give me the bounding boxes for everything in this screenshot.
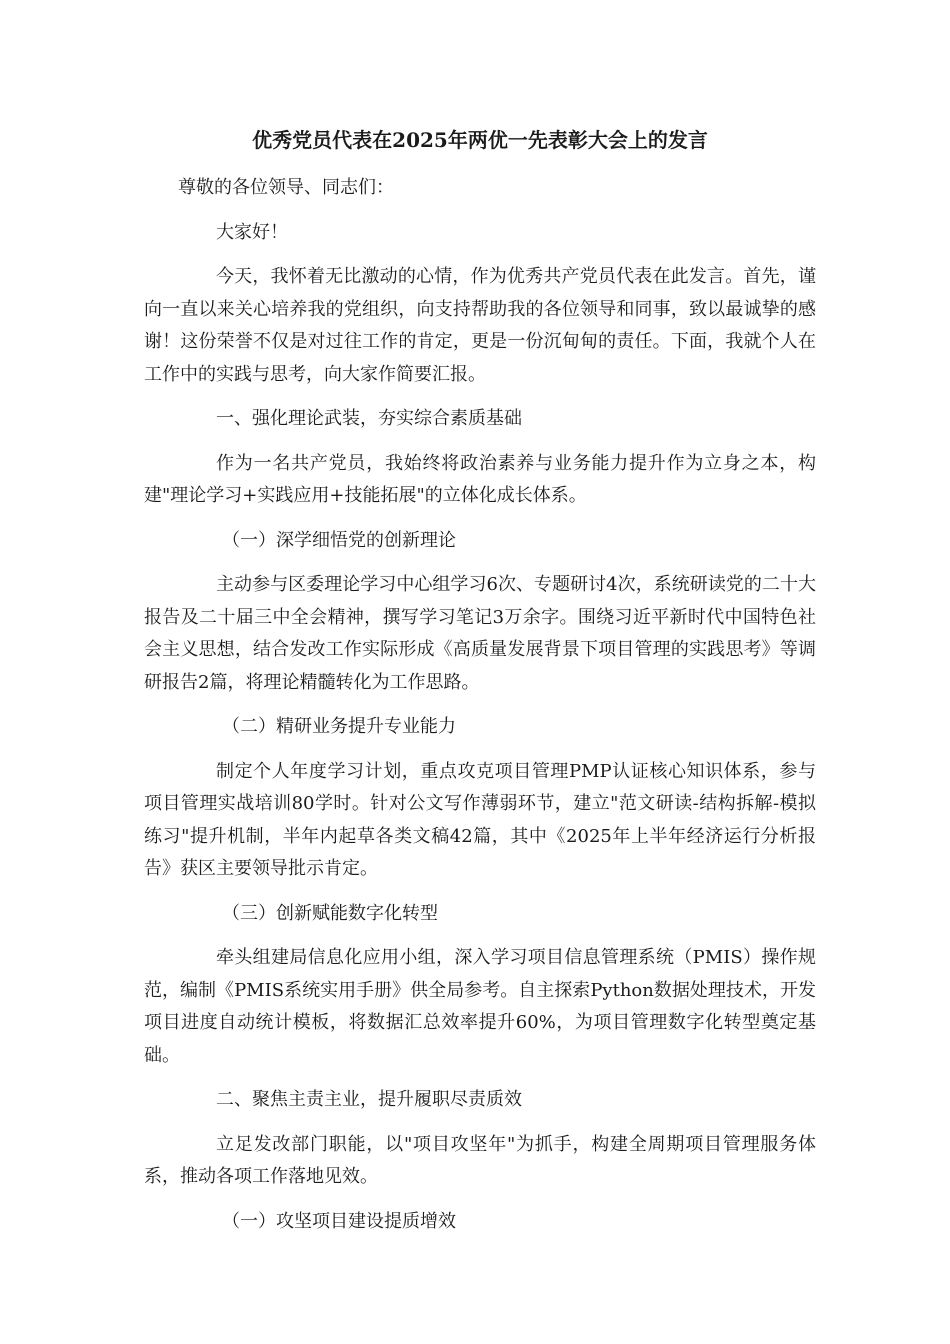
subsection-heading-2-1: （一）攻坚项目建设提质增效	[222, 1210, 456, 1232]
paragraph-section-1-intro: 作为一名共产党员，我始终将政治素养与业务能力提升作为立身之本，构建"理论学习+实践应用+技能拓展"的立体化成长体系。	[144, 452, 816, 506]
subsection-heading-1-1: （一）深学细悟党的创新理论	[222, 529, 456, 551]
paragraph-1-3: 牵头组建局信息化应用小组，深入学习项目信息管理系统（PMIS）操作规范，编制《PMIS系统实用手册》供全局参考。自主探索Python数据处理技术，开发项目进度自动统计模板，将数据汇总效率提升60%，为项目管理数字化转型奠定基础。	[144, 947, 816, 1066]
section-heading-2: 二、聚焦主责主业，提升履职尽责质效	[216, 1089, 522, 1110]
paragraph-1-1: 主动参与区委理论学习中心组学习6次、专题研讨4次，系统研读党的二十大报告及二十届三中全会精神，撰写学习笔记3万余字。围绕习近平新时代中国特色社会主义思想，结合发改工作实际形成《高质量发展背景下项目管理的实践思考》等调研报告2篇，将理论精髓转化为工作思路。	[144, 574, 816, 693]
section-heading-1: 一、强化理论武装，夯实综合素质基础	[216, 408, 522, 429]
greeting: 大家好！	[216, 221, 288, 243]
paragraph-section-2-intro: 立足发改部门职能，以"项目攻坚年"为抓手，构建全周期项目管理服务体系，推动各项工作落地见效。	[144, 1133, 816, 1187]
paragraph-1-2: 制定个人年度学习计划，重点攻克项目管理PMP认证核心知识体系，参与项目管理实战培训80学时。针对公文写作薄弱环节，建立"范文研读-结构拆解-模拟练习"提升机制，半年内起草各类文稿42篇，其中《2025年上半年经济运行分析报告》获区主要领导批示肯定。	[144, 760, 816, 879]
document-title: 优秀党员代表在2025年两优一先表彰大会上的发言	[252, 128, 708, 152]
subsection-heading-1-2: （二）精研业务提升专业能力	[222, 716, 456, 737]
document-body	[144, 122, 816, 1250]
paragraph-intro: 今天，我怀着无比激动的心情，作为优秀共产党员代表在此发言。首先，谨向一直以来关心培养我的党组织，向支持帮助我的各位领导和同事，致以最诚挚的感谢！这份荣誉不仅是对过往工作的肯定，更是一份沉甸甸的责任。下面，我就个人在工作中的实践与思考，向大家作简要汇报。	[144, 266, 816, 385]
salutation: 尊敬的各位领导、同志们：	[178, 177, 394, 198]
subsection-heading-1-3: （三）创新赋能数字化转型	[222, 902, 438, 924]
